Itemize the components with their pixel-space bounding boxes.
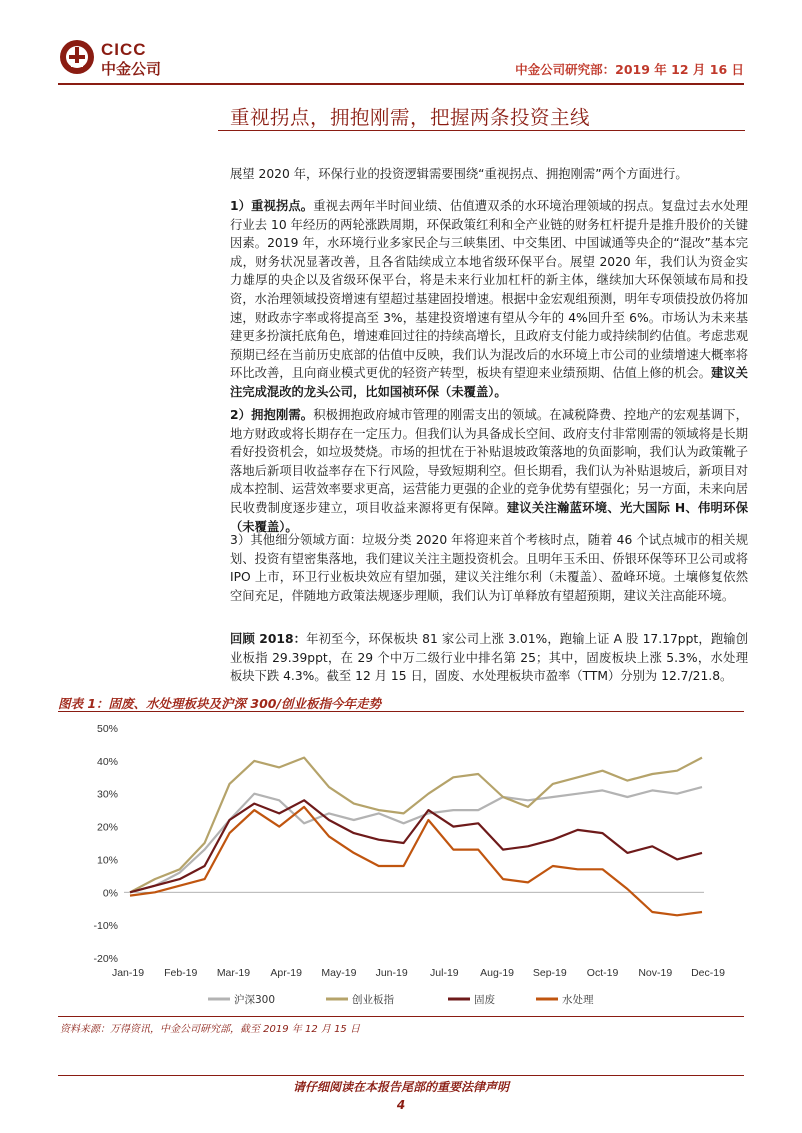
legend-label: 水处理 <box>562 994 594 1006</box>
paragraph-4 <box>230 630 748 686</box>
x-tick-label: Feb-19 <box>164 967 198 979</box>
paragraph-1-lead: 1）重视拐点。 <box>230 199 314 213</box>
legal-notice: 请仔细阅读在本报告尾部的重要法律声明 <box>292 1080 509 1094</box>
paragraph-2-lead: 2）拥抱刚需。 <box>230 408 314 422</box>
paragraph-4-lead: 回顾 2018： <box>230 632 307 646</box>
x-tick-label: Dec-19 <box>691 967 725 979</box>
section-title: 重视拐点，拥抱刚需，把握两条投资主线 <box>230 106 591 129</box>
x-tick-label: Apr-19 <box>270 967 302 979</box>
y-tick-label: -20% <box>93 953 118 965</box>
line-chart <box>58 716 744 1016</box>
x-tick-label: Sep-19 <box>532 967 567 979</box>
header-divider <box>58 83 744 85</box>
x-tick-label: May-19 <box>321 967 357 979</box>
y-tick-label: 10% <box>96 854 118 867</box>
paragraph-1-tail: 建议关注完成混改的龙头公司，比如国祯环保（未覆盖）。 <box>230 366 748 399</box>
x-tick-label: Jan-19 <box>111 967 145 979</box>
x-tick-label: Jul-19 <box>430 967 459 979</box>
y-tick-label: 40% <box>96 755 118 768</box>
paragraph-4-body: 年初至今，环保板块 81 家公司上涨 3.01%，跑输上证 A 股 17.17ppt，跑输创业板指 29.39ppt，在 29 个中万二级行业中排名第 25；其中，固废板块上涨 5.3%，水处理板块下跌 4.3%。截至 12 月 15 日，固废、水处理板块市盈率（TTM）分别为 12.7/21.8。 <box>230 632 749 684</box>
x-tick-label: Aug-19 <box>480 967 515 979</box>
paragraph-1 <box>230 197 748 402</box>
x-tick-label: Oct-19 <box>586 967 619 979</box>
logo-text-cn: 中金公司 <box>101 60 162 78</box>
y-tick-label: 50% <box>96 723 118 735</box>
cicc-logo-icon <box>58 38 96 76</box>
paragraph-1-body: 重视去两年半时间业绩、估值遭双杀的水环境治理领域的拐点。复盘过去水处理行业去 10 年经历的两轮涨跌周期，环保政策红利和全产业链的财务杠杆提升是推升股价的关键因素。2019 年，水环境行业多家民企与三峡集团、中交集团、中国诚通等央企的“混改”基本完成，财务状况显著改善，且各省陆续成立本地省级环保平台。展望 2020 年，我们认为资金实力雄厚的央企以及省级环保平台，将是未来行业加杠杆的新主体，继续加大环保领域布局和投资，水治理领域投资增速有望超过基建固投增速。根据中金宏观组预测，明年专项债投放仍将加速，财政赤字率或将提高至 3%，基建投资增速有望从今年的 4%回升至 6%。市场认为未来基建更多扮演托底角色，增速难回过往的持续高增长，且政府支付能力或持续制约估值。考虑悲观预期已经在当前历史底部的估值中反映，我们认为混改后的水环境上市公司的业绩增速大概率将环比改善，且向商业模式更优的轻资产转型，板块有望迎来业绩预期、估值上修的机会。 <box>230 199 748 381</box>
paragraph-2-tail: 建议关注瀚蓝环境、光大国际 H、伟明环保（未覆盖）。 <box>230 500 748 534</box>
x-tick-label: Nov-19 <box>638 967 673 979</box>
source-divider <box>58 1016 744 1017</box>
footer-divider <box>58 1075 744 1076</box>
y-tick-label: 20% <box>96 821 118 834</box>
legend-label: 固废 <box>474 994 495 1006</box>
legend-label: 沪深300 <box>234 994 276 1006</box>
series-line <box>130 807 702 915</box>
logo-text-en: CICC <box>101 40 147 59</box>
y-tick-label: -10% <box>93 920 118 933</box>
x-tick-label: Mar-19 <box>216 967 251 979</box>
section-title-bar <box>218 96 745 131</box>
figure-source: 资料来源：万得资讯，中金公司研究部，截至 2019 年 12 月 15 日 <box>60 1024 360 1035</box>
cicc-logo <box>58 38 178 82</box>
y-tick-label: 30% <box>96 788 118 801</box>
header-date: 中金公司研究部：2019 年 12 月 16 日 <box>515 62 744 77</box>
page-number: 4 <box>396 1098 406 1112</box>
x-tick-label: Jun-19 <box>375 967 408 979</box>
paragraph-2 <box>230 406 748 536</box>
y-tick-label: 0% <box>102 887 118 900</box>
legend-label: 创业板指 <box>352 994 394 1006</box>
paragraph-3: 3）其他细分领域方面：垃圾分类 2020 年将迎来首个考核时点，随着 46 个试点城市的相关规划、投资有望密集落地，我们建议关注主题投资机会。且明年玉禾田、侨银环保等环卫公司或将 IPO 上市，环卫行业板块效应有望加强，建议关注维尔利（未覆盖）、盈峰环境。土壤修复依然空间充足，伴随地方政策法规逐步理顺，我们认为订单释放有望超预期，建议关注高能环境。 <box>230 533 748 603</box>
intro-paragraph: 展望 2020 年，环保行业的投资逻辑需要围绕“重视拐点、拥抱刚需”两个方面进行。 <box>230 167 688 181</box>
figure-title-divider <box>58 711 744 712</box>
figure-title: 图表 1：固废、水处理板块及沪深 300/创业板指今年走势 <box>58 696 382 711</box>
paragraph-2-body: 积极拥抱政府城市管理的刚需支出的领域。在减税降费、控地产的宏观基调下，地方财政或将长期存在一定压力。但我们认为具备成长空间、政府支付非常刚需的领域将是长期看好投资机会，如垃圾焚烧。市场的担忧在于补贴退坡政策落地的负面影响，我们认为政策靴子落地后新项目收益率存在下行风险，导致短期利空。但长期看，我们认为补贴退坡后，新项目对成本控制、运营效率要求更高，运营能力更强的企业的竞争优势有望强化；另一方面，未来向居民收费制度逐步建立，项目收益来源将更有保障。 <box>230 408 748 515</box>
